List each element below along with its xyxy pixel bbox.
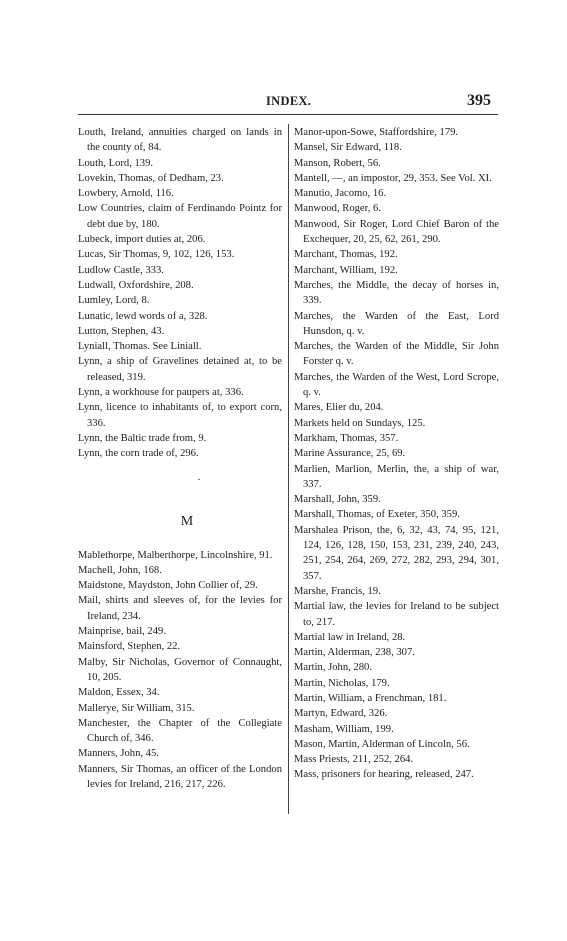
index-entry: Lucas, Sir Thomas, 9, 102, 126, 153. [78,249,235,261]
index-entry: Mass Priests, 211, 252, 264. [294,754,414,766]
index-entry: Lunatic, lewd words of a, 328. [78,310,208,322]
index-entry: Martial law in Ireland, 28. [294,631,406,643]
header-rule [78,114,498,115]
index-entry: Mallerye, Sir William, 315. [78,702,195,714]
right-column [294,125,499,783]
left-column [78,125,282,792]
left-entries-before [78,125,282,462]
section-letter-heading: M [180,513,194,529]
index-entry: Lynn, a workhouse for paupers at, 336. [78,387,244,399]
index-entry: Marshe, Francis, 19. [294,585,381,597]
index-entry: Manners, John, 45. [78,748,159,760]
index-entry: Martin, Nicholas, 179. [294,677,390,689]
index-entry: Martin, Alderman, 238, 307. [294,647,415,659]
index-entry: Lynn, the Baltic trade from, 9. [78,432,207,444]
index-entry: Lyniall, Thomas. See Liniall. [78,341,202,353]
index-entry: Manchester, the Chapter of the Collegiate Church of, 346. [78,717,282,745]
index-entry: Ludlow Castle, 333. [78,264,164,276]
index-entry: Lumley, Lord, 8. [78,295,150,307]
index-entry: Low Countries, claim of Ferdinando Pointz for debt due by, 180. [78,203,282,230]
index-entry: Marshalea Prison, the, 6, 32, 43, 74, 95, 121, 124, 126, 128, 150, 153, 231, 239, 240, 243, 251, 254, 264, 269, 272, 282, 293, 294, 301, 357. [294,524,499,582]
index-entry: Manwood, Roger, 6. [294,203,381,215]
index-entry: Manson, Robert, 56. [294,157,381,169]
left-entries-after [78,548,282,793]
index-entry: Marlien, Marlion, Merlin, the, a ship of war, 337. [294,463,499,490]
index-entry: Mablethorpe, Malberthorpe, Lincolnshire, 91. [78,549,273,561]
column-divider [288,124,289,814]
index-entry: Mail, shirts and sleeves of, for the levies for Ireland, 234. [78,595,282,622]
index-entry: Masham, William, 199. [294,723,394,735]
index-entry: Marine Assurance, 25, 69. [294,448,406,460]
index-entry: Martyn, Edward, 326. [294,708,388,720]
index-entry: Lynn, a ship of Gravelines detained at, to be released, 319. [78,356,282,383]
index-entry: Marches, the Warden of the East, Lord Hunsdon, q. v. [294,310,499,337]
page-number: 395 [467,92,491,109]
index-entry: Lowbery, Arnold, 116. [78,188,174,200]
index-entry: Marches, the Warden of the West, Lord Scrope, q. v. [294,371,499,399]
index-entry: Maidstone, Maydston, John Collier of, 29. [78,580,258,592]
index-entry: Mass, prisoners for hearing, released, 247. [294,769,474,781]
index-entry: Lynn, licence to inhabitants of, to export corn, 336. [78,402,282,429]
index-entry: Manutio, Jacomo, 16. [294,188,387,200]
right-entries [294,125,499,783]
index-entry: Louth, Lord, 139. [78,157,154,169]
section-mark: . [197,468,201,483]
index-entry: Mason, Martin, Alderman of Lincoln, 56. [294,738,470,750]
index-entry: Martin, William, a Frenchman, 181. [294,692,447,704]
index-entry: Machell, John, 168. [78,564,162,576]
index-entry: Mantell, —, an impostor, 29, 353. See Vol. XI. [294,172,492,184]
index-entry: Lubeck, import duties at, 206. [78,234,206,246]
index-entry: Marchant, Thomas, 192. [294,249,398,261]
index-entry: Malby, Sir Nicholas, Governor of Connaught, 10, 205. [78,656,282,683]
index-entry: Martin, John, 280. [294,662,372,674]
index-entry: Mares, Elier du, 204. [294,402,384,414]
index-entry: Markham, Thomas, 357. [294,432,399,444]
index-entry: Manwood, Sir Roger, Lord Chief Baron of the Exchequer, 20, 25, 62, 261, 290. [294,218,499,246]
index-entry: Maldon, Essex, 34. [78,687,160,699]
index-entry: Marchant, William, 192. [294,264,398,276]
index-entry: Manners, Sir Thomas, an officer of the London levies for Ireland, 216, 217, 226. [78,763,282,790]
index-entry: Marches, the Warden of the Middle, Sir John Forster q. v. [294,341,499,368]
index-entry: Lutton, Stephen, 43. [78,325,165,337]
index-entry: Louth, Ireland, annuities charged on lands in the county of, 84. [78,127,282,154]
index-entry: Lovekin, Thomas, of Dedham, 23. [78,172,224,184]
index-entry: Mansel, Sir Edward, 118. [294,142,402,154]
index-entry: Martial law, the levies for Ireland to be subject to, 217. [294,601,499,628]
index-entry: Ludwall, Oxfordshire, 208. [78,279,194,291]
index-entry: Marshall, John, 359. [294,494,381,506]
index-entry: Mainsford, Stephen, 22. [78,641,181,653]
index-entry: Markets held on Sundays, 125. [294,417,426,429]
index-entry: Mainprise, bail, 249. [78,626,166,638]
page-header-title: INDEX. [266,94,312,108]
index-entry: Lynn, the corn trade of, 296. [78,448,199,460]
index-entry: Marshall, Thomas, of Exeter, 350, 359. [294,509,460,521]
index-entry: Manor-upon-Sowe, Staffordshire, 179. [294,127,459,138]
index-entry: Marches, the Middle, the decay of horses in, 339. [294,279,499,307]
